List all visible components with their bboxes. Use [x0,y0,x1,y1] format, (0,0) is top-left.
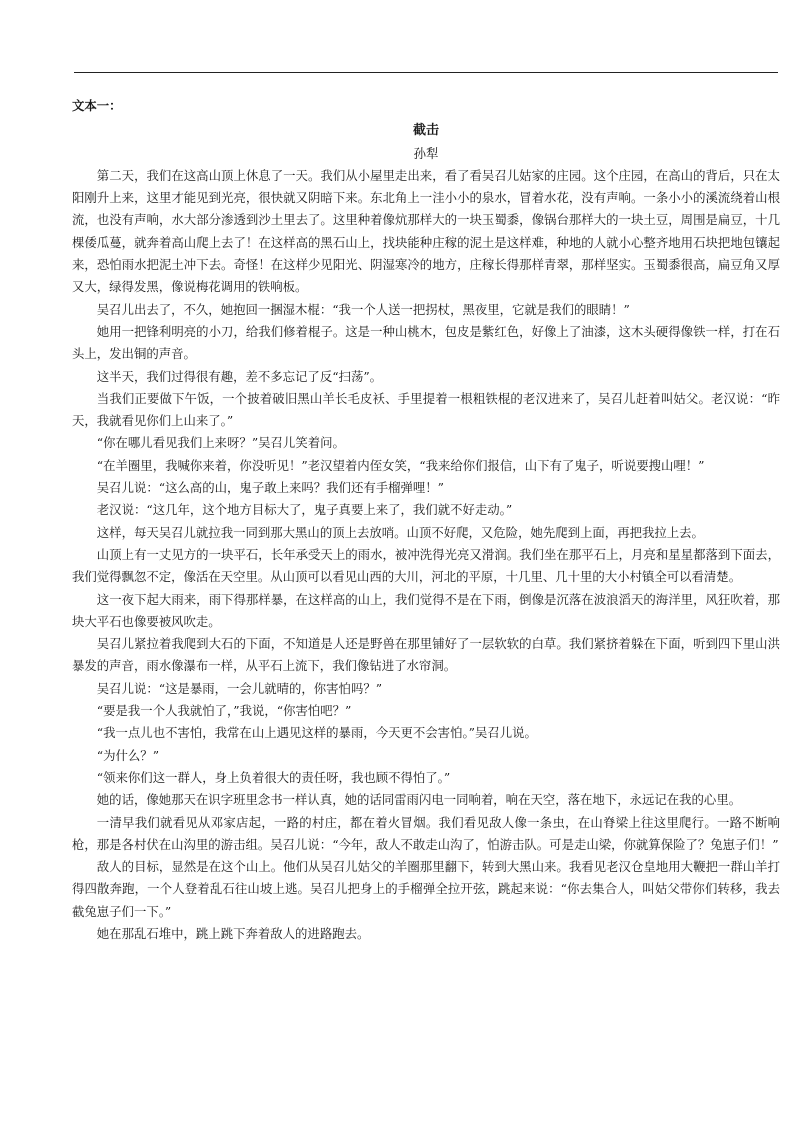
paragraph: 第二天，我们在这高山顶上休息了一天。我们从小屋里走出来，看了看吴召儿姑家的庄园。这个庄园，在高山的背后，只在太阳刚升上来，这里才能见到光亮，很快就又阴暗下来。东北角上一洼小小的泉水，冒着水花，没有声响。一条小小的溪流绕着山根流，也没有声响，水大部分渗透到沙土里去了。这里种着像炕那样大的一块玉蜀黍，像锅台那样大的一块土豆，周围是扁豆，十几棵倭瓜蔓，就奔着高山爬上去了！在这样高的黑石山上，找块能种庄稼的泥土是这样难，种地的人就小心整齐地用石块把地包镶起来，恐怕雨水把泥土冲下去。奇怪！在这样少见阳光、阴湿寒冷的地方，庄稼长得那样青翠，那样坚实。玉蜀黍很高，扁豆角又厚又大，绿得发黑，像说梅花调用的铁响板。 [72,167,780,295]
paragraph: 她的话，像她那天在识字班里念书一样认真，她的话同雷雨闪电一同响着，响在天空，落在地下，永远记在我的心里。 [96,792,742,808]
paragraph: “你在哪儿看见我们上来呀？”吴召儿笑着问。 [96,435,345,451]
paragraph: 吴召儿紧拉着我爬到大石的下面，不知道是人还是野兽在那里铺好了一层软软的白草。我们紧挤着躲在下面，听到四下里山洪暴发的声音，雨水像瀑布一样，从平石上流下，我们像钻进了水帘洞。 [72,636,780,674]
document-body [72,95,780,945]
paragraph: 这半天，我们过得很有趣，差不多忘记了反“扫荡”。 [96,368,383,384]
paragraph: 她在那乱石堆中，跳上跳下奔着敌人的进路跑去。 [96,925,370,941]
paragraph: 吴召儿说：“这么高的山，鬼子敢上来吗？我们还有手榴弹哩！” [96,480,445,496]
paragraph: 一清早我们就看见从邓家店起，一路的村庄，都在着火冒烟。我们看见敌人像一条虫，在山脊梁上往这里爬行。一路不断响枪，那是各村伏在山沟里的游击组。吴召儿说：“今年，敌人不敢走山沟了，怕游击队。可是走山梁，你就算保险了？兔崽子们！” [72,814,780,852]
paragraph: 老汉说：“这几年，这个地方目标大了，鬼子真要上来了，我们就不好走动。” [96,502,513,518]
paragraph: “我一点儿也不害怕，我常在山上遇见这样的暴雨，今天更不会害怕。”吴召儿说。 [96,725,537,741]
paragraph: 这一夜下起大雨来，雨下得那样暴，在这样高的山上，我们觉得不是在下雨，倒像是沉落在波浪滔天的海洋里，风狂吹着，那块大平石也像要被风吹走。 [72,591,780,629]
paragraph: 这样，每天吴召儿就拉我一同到那大黑山的顶上去放哨。山顶不好爬，又危险，她先爬到上面，再把我拉上去。 [96,524,704,540]
section-label: 文本一： [72,98,122,113]
paragraph: 她用一把锋利明亮的小刀，给我们修着棍子。这是一种山桃木，包皮是紫红色，好像上了油漆，这木头硬得像铁一样，打在石头上，发出铜的声音。 [72,323,780,362]
article-author: 孙犁 [413,145,439,161]
paragraph: “要是我一个人我就怕了，”我说，“你害怕吧？” [96,703,352,719]
header-rule [74,72,778,73]
paragraph: 吴召儿说：“这是暴雨，一会儿就晴的，你害怕吗？” [96,680,383,696]
paragraph: 敌人的目标，显然是在这个山上。他们从吴召儿姑父的羊圈那里翻下，转到大黑山来。我看见老汉仓皇地用大鞭把一群山羊打得四散奔跑，一个人登着乱石往山坡上逃。吴召儿把身上的手榴弹全拉开弦，跳起来说：“你去集合人，叫姑父带你们转移，我去截兔崽子们一下。” [72,859,780,919]
paragraph: “领来你们这一群人，身上负着很大的责任呀，我也顾不得怕了。” [96,769,451,785]
paragraph: 吴召儿出去了，不久，她抱回一捆湿木棍：“我一个人送一把拐杖，黑夜里，它就是我们的眼睛！” [96,301,630,317]
paragraph: “在羊圈里，我喊你来着，你没听见！”老汉望着内侄女笑，“我来给你们报信，山下有了鬼子，听说要搜山哩！” [96,457,705,473]
paragraph: 当我们正要做下午饭，一个披着破旧黑山羊长毛皮袄、手里提着一根粗铁棍的老汉进来了，吴召儿赶着叫姑父。老汉说：“昨天，我就看见你们上山来了。” [72,390,780,429]
article-title: 截击 [412,123,439,139]
paragraph: 山顶上有一丈见方的一块平石，长年承受天上的雨水，被冲洗得光亮又滑润。我们坐在那平石上，月亮和星星都落到下面去，我们觉得飘忽不定，像活在天空里。从山顶可以看见山西的大川，河北的平原，十几里、几十里的大小村镇全可以看清楚。 [72,546,780,585]
paragraph: “为什么？” [96,747,160,763]
